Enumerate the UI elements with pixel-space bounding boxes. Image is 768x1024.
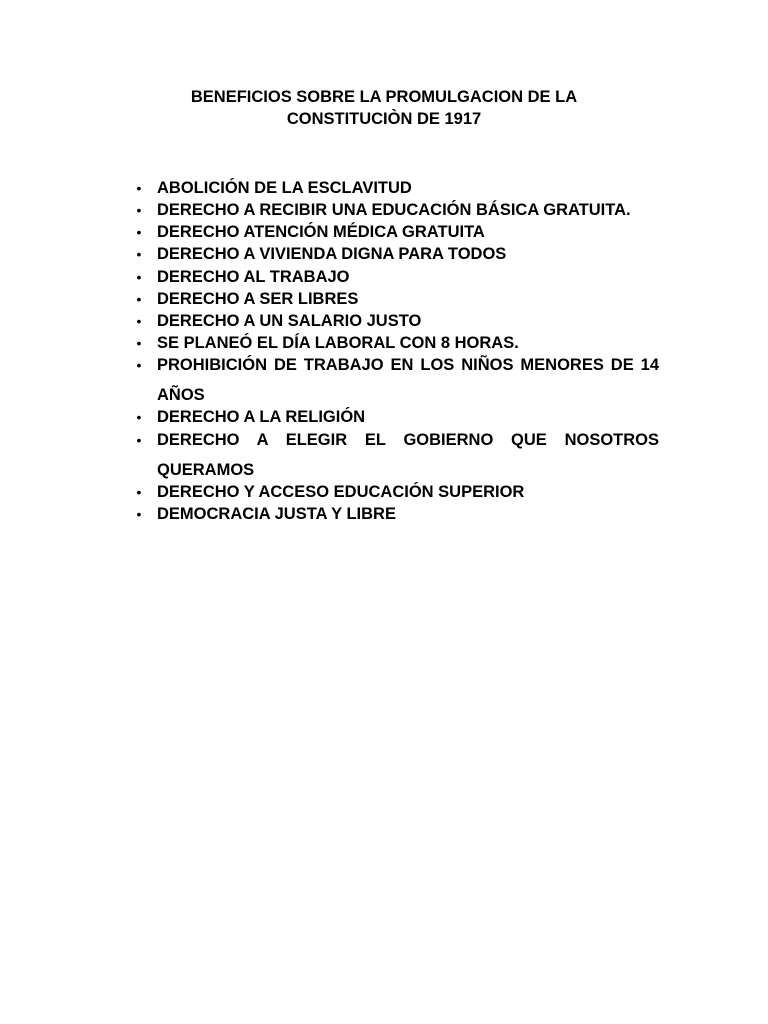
list-item xyxy=(130,350,659,410)
list-item-text: DERECHO Y ACCESO EDUCACIÓN SUPERIOR xyxy=(157,482,525,501)
list-item-text: ABOLICIÓN DE LA ESCLAVITUD xyxy=(157,179,412,197)
bullet-icon: • xyxy=(136,290,142,307)
list-item-text: DERECHO A UN SALARIO JUSTO xyxy=(157,312,422,331)
list-item-text: DERECHO A RECIBIR UNA EDUCACIÓN BÁSICA GRATUITA. xyxy=(157,201,631,220)
list-item-text: PROHIBICIÓN DE TRABAJO EN LOS NIÑOS MENORES DE 14 AÑOS xyxy=(157,356,659,405)
title-line-1: BENEFICIOS SOBRE LA PROMULGACION DE LA xyxy=(190,88,578,106)
bullet-icon: • xyxy=(136,409,142,426)
bullet-icon: • xyxy=(136,505,142,522)
title-line-2: CONSTITUCIÒN DE 1917 xyxy=(286,110,482,128)
bullet-icon: • xyxy=(136,268,142,285)
list-item-text: DERECHO ATENCIÓN MÉDICA GRATUITA xyxy=(157,223,485,242)
bullet-icon: • xyxy=(136,483,142,500)
list-item xyxy=(130,221,659,243)
list-item xyxy=(130,481,659,503)
list-item-text: DERECHO A ELEGIR EL GOBIERNO QUE NOSOTROS QUERAMOS xyxy=(157,430,659,479)
list-item-text: DERECHO A LA RELIGIÓN xyxy=(157,408,366,427)
list-item-text: DERECHO A VIVIENDA DIGNA PARA TODOS xyxy=(157,245,507,264)
document-title xyxy=(150,86,618,130)
bullet-icon: • xyxy=(136,357,142,374)
list-item xyxy=(130,266,659,288)
bullet-icon: • xyxy=(136,180,142,196)
bullet-icon: • xyxy=(136,202,142,219)
bullet-icon: • xyxy=(136,335,142,352)
list-item xyxy=(130,425,659,485)
list-item xyxy=(130,503,659,525)
bullet-icon: • xyxy=(136,313,142,330)
benefits-list xyxy=(130,177,659,525)
bullet-icon: • xyxy=(136,246,142,263)
bullet-icon: • xyxy=(136,431,142,448)
list-item-text: DERECHO A SER LIBRES xyxy=(157,289,359,308)
list-item-text: DEMOCRACIA JUSTA Y LIBRE xyxy=(157,504,396,523)
list-item xyxy=(130,310,659,332)
list-item xyxy=(130,243,659,265)
bullet-icon: • xyxy=(136,224,142,241)
list-item-text: DERECHO AL TRABAJO xyxy=(157,267,350,286)
list-item-text: SE PLANEÓ EL DÍA LABORAL CON 8 HORAS. xyxy=(157,334,519,353)
list-item xyxy=(130,288,659,310)
